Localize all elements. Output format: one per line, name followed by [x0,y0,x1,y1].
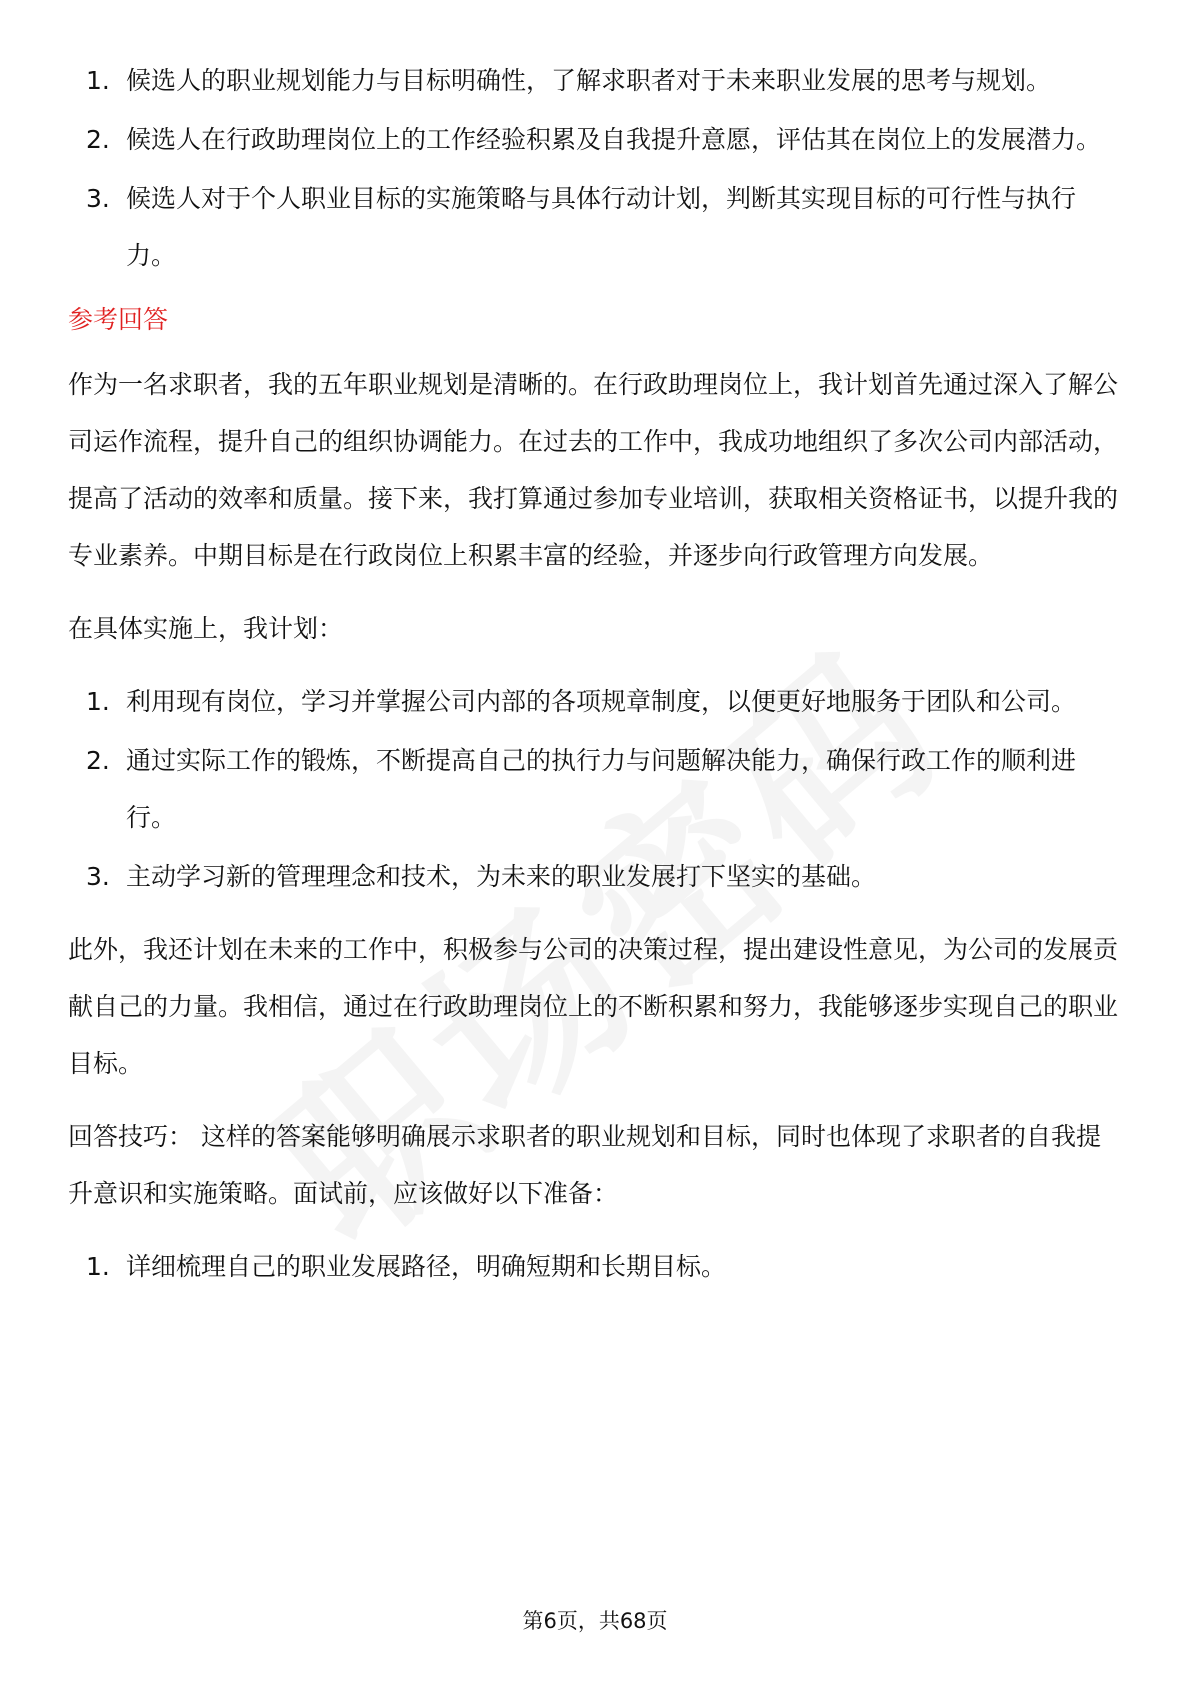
answer-paragraph-1: 作为一名求职者，我的五年职业规划是清晰的。在行政助理岗位上，我计划首先通过深入了解公司运作流程，提升自己的组织协调能力。在过去的工作中，我成功地组织了多次公司内部活动，提高了活动的效率和质量。接下来，我打算通过参加专业培训，获取相关资格证书，以提升我的专业素养。中期目标是在行政岗位上积累丰富的经验，并逐步向行政管理方向发展。 [68,370,1119,570]
list-item [68,848,1123,905]
answer-tips-paragraph: 回答技巧： 这样的答案能够明确展示求职者的职业规划和目标，同时也体现了求职者的自我提升意识和实施策略。面试前，应该做好以下准备： [68,1122,1101,1208]
list-text: 详细梳理自己的职业发展路径，明确短期和长期目标。 [126,1252,727,1281]
list-item [68,673,1123,730]
plan-list [68,673,1123,905]
prep-list [68,1238,1123,1295]
list-text: 主动学习新的管理理念和技术，为未来的职业发展打下坚实的基础。 [126,862,877,891]
list-number: 1. [86,1252,110,1281]
answer-paragraph-2: 在具体实施上，我计划： [68,614,344,643]
answer-paragraph-3: 此外，我还计划在未来的工作中，积极参与公司的决策过程，提出建设性意见，为公司的发展贡献自己的力量。我相信，通过在行政助理岗位上的不断积累和努力，我能够逐步实现自己的职业目标。 [68,935,1119,1078]
list-text: 候选人在行政助理岗位上的工作经验积累及自我提升意愿，评估其在岗位上的发展潜力。 [126,125,1102,154]
document-page [68,52,1123,1297]
list-item [68,111,1123,168]
page-footer: 第6页，共68页 [522,1609,668,1633]
list-item [68,170,1123,284]
list-item [68,1238,1123,1295]
list-number: 3. [86,184,110,213]
list-text: 候选人的职业规划能力与目标明确性，了解求职者对于未来职业发展的思考与规划。 [126,66,1052,95]
list-number: 2. [86,746,110,775]
list-number: 1. [86,66,110,95]
list-text: 候选人对于个人职业目标的实施策略与具体行动计划，判断其实现目标的可行性与执行力。 [126,184,1077,270]
list-item [68,732,1123,846]
list-number: 1. [86,687,110,716]
intro-list [68,52,1123,284]
list-number: 3. [86,862,110,891]
list-item [68,52,1123,109]
list-number: 2. [86,125,110,154]
list-text: 通过实际工作的锻炼，不断提高自己的执行力与问题解决能力，确保行政工作的顺利进行。 [126,746,1077,832]
list-text: 利用现有岗位，学习并掌握公司内部的各项规章制度，以便更好地服务于团队和公司。 [126,687,1077,716]
reference-answer-heading: 参考回答 [68,305,169,334]
